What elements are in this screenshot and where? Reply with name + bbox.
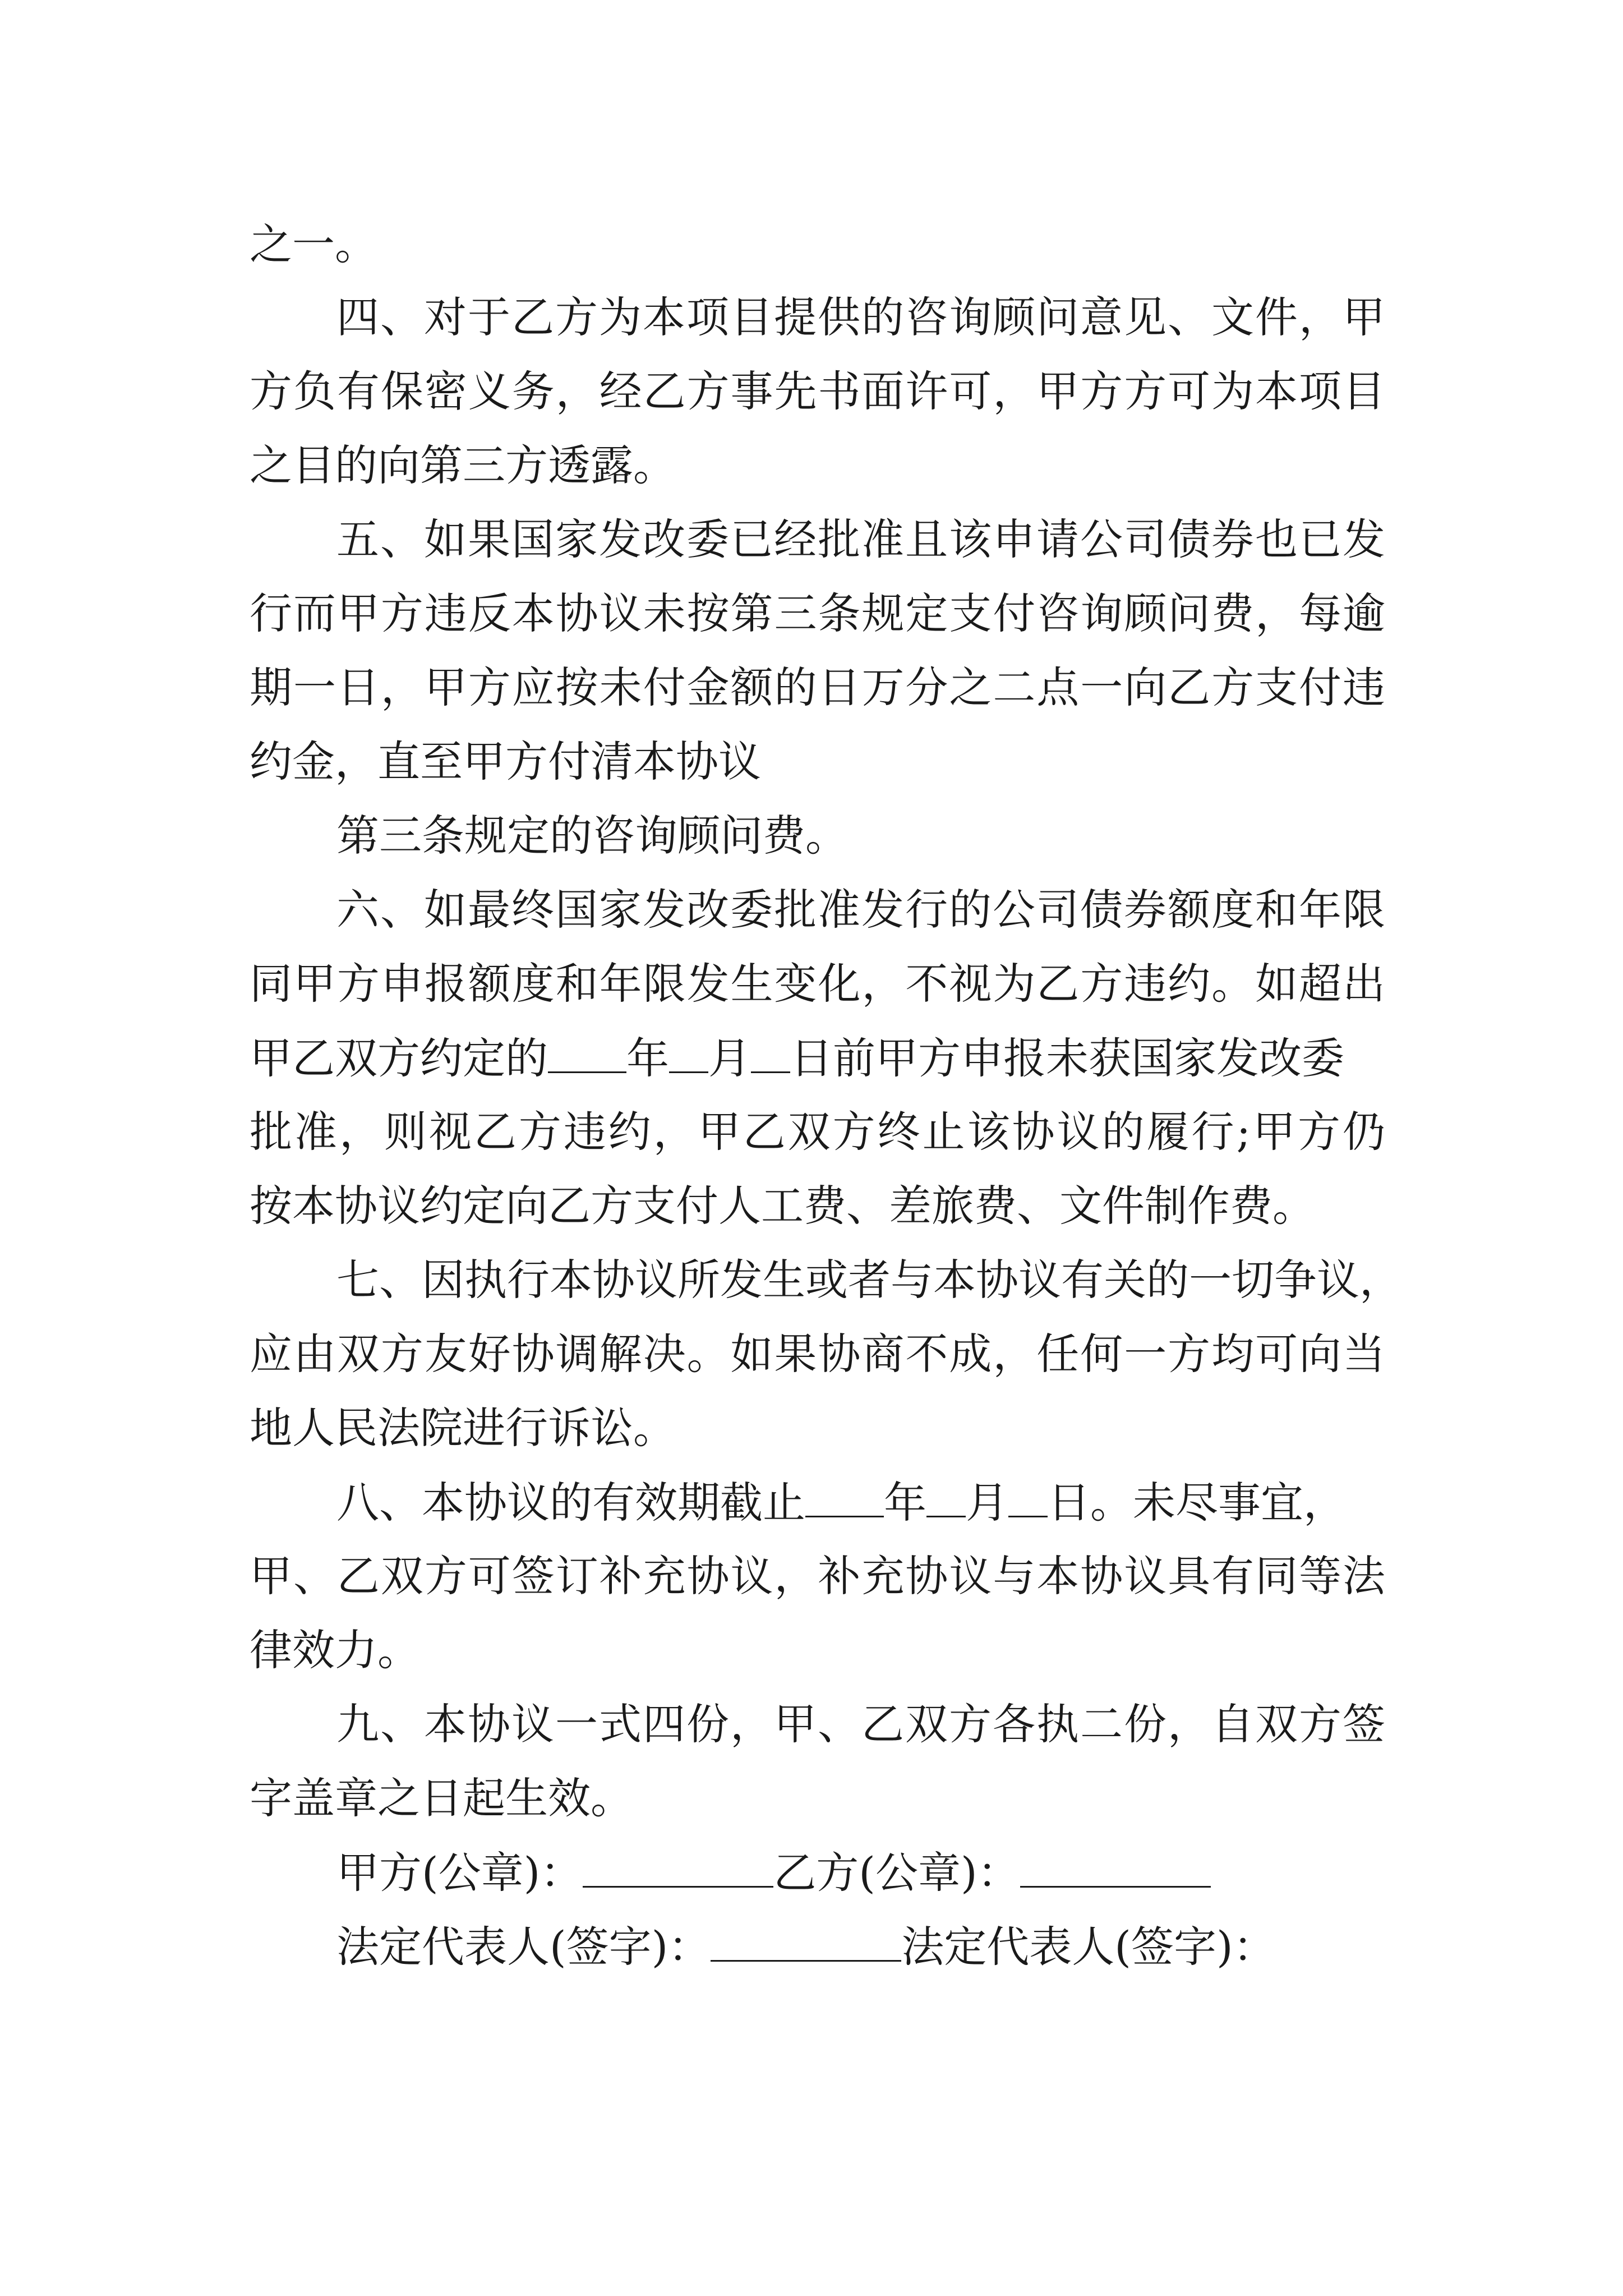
text-segment: 年 — [884, 1478, 926, 1527]
paragraph-6-line-5: 按本协议约定向乙方支付人工费、差旅费、文件制作费。 — [250, 1181, 1315, 1231]
party-a-seal-label: 甲方(公章)： — [336, 1848, 583, 1898]
party-a-rep-label: 法定代表人(签字)： — [336, 1922, 711, 1972]
text-segment: 月 — [708, 1033, 751, 1083]
paragraph-5-line-2: 行而甲方违反本协议未按第三条规定支付咨询顾问费，每逾 — [250, 588, 1385, 638]
year-blank — [548, 1037, 626, 1073]
paragraph-4-line-3: 之目的向第三方透露。 — [250, 440, 676, 490]
month-blank — [926, 1481, 966, 1517]
text-segment: 年 — [626, 1033, 669, 1083]
paragraph-9-line-1: 九、本协议一式四份，甲、乙双方各执二份，自双方签 — [336, 1699, 1385, 1749]
paragraph-8-line-1 — [336, 1478, 1346, 1527]
paragraph-5-line-5: 第三条规定的咨询顾问费。 — [336, 811, 848, 861]
paragraph-4-line-1: 四、对于乙方为本项目提供的咨询顾问意见、文件，甲 — [336, 292, 1385, 342]
month-blank — [669, 1037, 708, 1073]
paragraph-5-line-4: 约金，直至甲方付清本协议 — [250, 737, 761, 786]
party-b-seal-label: 乙方(公章)： — [773, 1848, 1020, 1898]
paragraph-6-line-1: 六、如最终国家发改委批准发行的公司债券额度和年限 — [336, 885, 1385, 935]
party-a-seal-blank — [583, 1851, 773, 1888]
seal-line — [336, 1848, 1211, 1898]
paragraph-9-line-2: 字盖章之日起生效。 — [250, 1773, 633, 1823]
paragraph-5-line-3: 期一日，甲方应按未付金额的日万分之二点一向乙方支付违 — [250, 662, 1385, 712]
day-blank — [1008, 1481, 1048, 1517]
text-segment: 八、本协议的有效期截止 — [336, 1478, 805, 1527]
paragraph-6-line-3 — [250, 1033, 1344, 1083]
representative-line — [336, 1922, 1276, 1972]
paragraph-7-line-1: 七、因执行本协议所发生或者与本协议有关的一切争议， — [336, 1255, 1402, 1305]
paragraph-8-line-3: 律效力。 — [250, 1625, 420, 1675]
paragraph-6-line-4: 批准，则视乙方违约，甲乙双方终止该协议的履行;甲方仍 — [250, 1107, 1385, 1157]
paragraph-5-line-1: 五、如果国家发改委已经批准且该申请公司债券也已发 — [336, 514, 1385, 564]
text-segment: 甲乙双方约定的 — [250, 1033, 548, 1083]
text-segment: 月 — [966, 1478, 1008, 1527]
day-blank — [751, 1037, 790, 1073]
paragraph-6-line-2: 同甲方申报额度和年限发生变化，不视为乙方违约。如超出 — [250, 959, 1385, 1009]
party-a-rep-blank — [711, 1925, 901, 1962]
party-b-rep-label: 法定代表人(签字)： — [901, 1922, 1276, 1972]
paragraph-8-line-2: 甲、乙双方可签订补充协议，补充协议与本协议具有同等法 — [250, 1551, 1385, 1601]
text-segment: 日。未尽事宜， — [1048, 1478, 1346, 1527]
paragraph-4-line-2: 方负有保密义务，经乙方事先书面许可，甲方方可为本项目 — [250, 366, 1385, 416]
year-blank — [805, 1481, 884, 1517]
paragraph-7-line-3: 地人民法院进行诉讼。 — [250, 1403, 676, 1453]
text-segment: 日前甲方申报未获国家发改委 — [790, 1033, 1344, 1083]
paragraph-7-line-2: 应由双方友好协调解决。如果协商不成，任何一方均可向当 — [250, 1329, 1385, 1379]
party-b-seal-blank — [1020, 1851, 1211, 1888]
paragraph-line: 之一。 — [250, 219, 377, 269]
